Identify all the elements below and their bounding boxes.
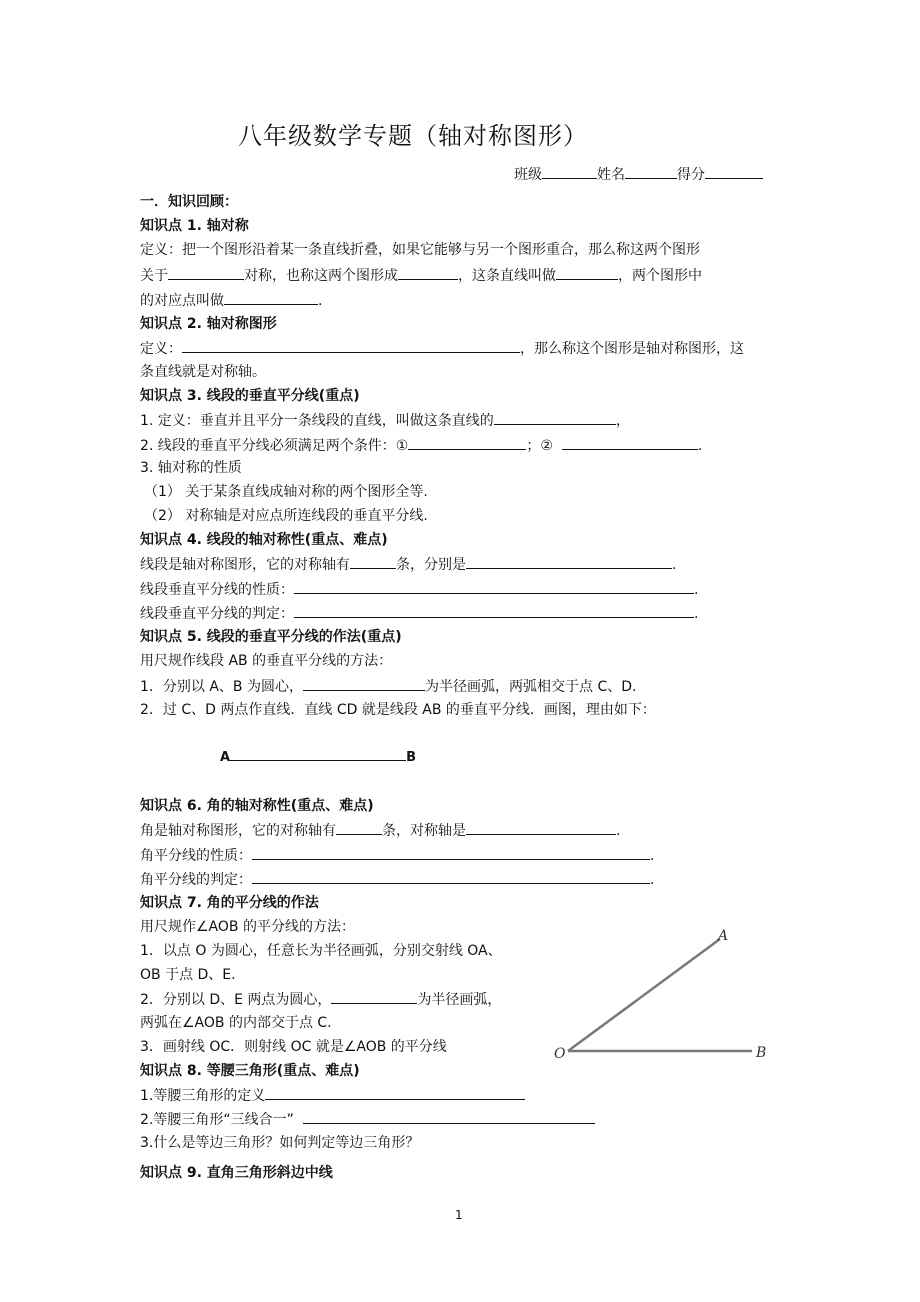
kp3-blank-2[interactable]: [408, 435, 526, 450]
text: ，: [615, 413, 630, 429]
kp1-blank-2[interactable]: [398, 265, 458, 280]
text: .: [616, 823, 621, 839]
kp1-blank-1[interactable]: [168, 265, 244, 280]
point-b-label: B: [406, 750, 416, 765]
class-label: 班级: [514, 167, 542, 183]
kp3-title: 知识点 3. 线段的垂直平分线(重点): [140, 388, 360, 404]
text: 为半径画弧，: [417, 992, 502, 1008]
student-info-line: [514, 164, 763, 185]
kp4-blank-4[interactable]: [294, 603, 694, 618]
kp3-item3: 3. 轴对称的性质: [140, 460, 242, 476]
text: 对称，也称这两个图形成: [244, 268, 398, 284]
kp6-blank-1[interactable]: [336, 820, 382, 835]
text: 的对应点叫做: [140, 293, 224, 309]
kp2-title: 知识点 2. 轴对称图形: [140, 316, 277, 332]
name-blank[interactable]: [625, 164, 677, 179]
kp8-line2: [140, 1109, 595, 1130]
kp1-blank-4[interactable]: [224, 290, 318, 305]
kp6-line2: [140, 845, 654, 866]
label-b: B: [756, 1045, 767, 1061]
text: 角是轴对称图形，它的对称轴有: [140, 823, 336, 839]
kp4-blank-1[interactable]: [350, 554, 396, 569]
text: .: [650, 848, 655, 864]
kp8-line1: [140, 1085, 525, 1106]
kp6-blank-4[interactable]: [252, 869, 650, 884]
text: 关于: [140, 268, 168, 284]
class-blank[interactable]: [542, 164, 597, 179]
kp8-title: 知识点 8. 等腰三角形(重点、难点): [140, 1063, 360, 1079]
text: 线段是轴对称图形，它的对称轴有: [140, 557, 350, 573]
kp5-line3: 2．过 C、D 两点作直线．直线 CD 就是线段 AB 的垂直平分线．画图，理由如下：: [140, 702, 656, 718]
kp3-item2: [140, 435, 702, 456]
kp6-blank-3[interactable]: [252, 845, 650, 860]
text: 角平分线的性质：: [140, 848, 252, 864]
kp3-property-2: （2） 对称轴是对应点所连线段的垂直平分线.: [144, 508, 428, 524]
text: .: [650, 872, 655, 888]
kp8-blank-1[interactable]: [265, 1085, 525, 1100]
point-a-label: A: [220, 750, 231, 765]
kp9-title: 知识点 9. 直角三角形斜边中线: [140, 1165, 333, 1181]
score-blank[interactable]: [705, 164, 763, 179]
text: 条，对称轴是: [382, 823, 466, 839]
kp2-blank-1[interactable]: [182, 338, 520, 353]
kp8-blank-2[interactable]: [303, 1109, 595, 1124]
text: 2.等腰三角形“三线合一”: [140, 1112, 294, 1128]
kp7-line6: 3．画射线 OC．则射线 OC 就是∠AOB 的平分线: [140, 1039, 447, 1055]
text: 线段垂直平分线的判定：: [140, 606, 294, 622]
kp7-line2: 1．以点 O 为圆心，任意长为半径画弧，分别交射线 OA、: [140, 943, 502, 959]
text: 2．分别以 D、E 两点为圆心，: [140, 992, 332, 1008]
kp5-blank-1[interactable]: [303, 676, 425, 691]
text: .: [694, 606, 699, 622]
label-a: A: [718, 928, 729, 944]
text: ；②: [526, 438, 553, 454]
kp4-blank-3[interactable]: [294, 579, 694, 594]
page-number: 1: [455, 1208, 463, 1222]
page-title: 八年级数学专题（轴对称图形）: [238, 122, 588, 150]
kp7-line3: OB 于点 D、E.: [140, 967, 236, 983]
text: .: [697, 438, 703, 454]
score-label: 得分: [677, 167, 705, 183]
kp6-line3: [140, 869, 654, 890]
kp5-line2: [140, 676, 636, 697]
kp6-title: 知识点 6. 角的轴对称性(重点、难点): [140, 798, 374, 814]
kp6-blank-2[interactable]: [466, 820, 616, 835]
kp5-line1: 用尺规作线段 AB 的垂直平分线的方法：: [140, 653, 393, 669]
kp3-blank-1[interactable]: [494, 410, 616, 425]
kp7-line4: [140, 989, 501, 1010]
text: 线段垂直平分线的性质：: [140, 582, 294, 598]
kp4-blank-2[interactable]: [466, 554, 672, 569]
segment-ab-line: [230, 748, 406, 761]
name-label: 姓名: [597, 167, 625, 183]
text: 为半径画弧，两弧相交于点 C、D.: [425, 679, 637, 695]
kp1-blank-3[interactable]: [556, 265, 618, 280]
text: 1．分别以 A、B 为圆心，: [140, 679, 303, 695]
text: 条，分别是: [396, 557, 466, 573]
kp3-item1: [140, 410, 630, 431]
text: ，这条直线叫做: [458, 268, 556, 284]
kp4-title: 知识点 4. 线段的轴对称性(重点、难点): [140, 532, 388, 548]
kp2-line1: [140, 338, 744, 359]
text: ，那么称这个图形是轴对称图形，这: [520, 341, 744, 357]
kp1-line2: [140, 265, 702, 286]
kp1-line1: 定义：把一个图形沿着某一条直线折叠，如果它能够与另一个图形重合，那么称这两个图形: [140, 242, 700, 258]
label-o: O: [554, 1046, 566, 1062]
kp4-line3: [140, 603, 698, 624]
kp2-line2: 条直线就是对称轴。: [140, 364, 266, 380]
text: 角平分线的判定：: [140, 872, 252, 888]
kp4-line1: [140, 554, 676, 575]
angle-aob-figure: [540, 920, 780, 1065]
segment-ab-figure: [220, 748, 416, 765]
text: 2. 线段的垂直平分线必须满足两个条件：①: [140, 438, 409, 454]
kp3-property-1: （1） 关于某条直线成轴对称的两个图形全等.: [144, 484, 428, 500]
kp6-line1: [140, 820, 620, 841]
ray-oa: [568, 939, 720, 1051]
text: 1. 定义：垂直并且平分一条线段的直线，叫做这条直线的: [140, 413, 494, 429]
kp7-title: 知识点 7. 角的平分线的作法: [140, 895, 319, 911]
kp1-line3: [140, 290, 322, 311]
kp7-line5: 两弧在∠AOB 的内部交于点 C.: [140, 1015, 332, 1031]
kp1-title: 知识点 1. 轴对称: [140, 218, 249, 234]
text: .: [672, 557, 677, 573]
text: ，两个图形中: [618, 268, 702, 284]
text: .: [694, 582, 699, 598]
section-heading: 一．知识回顾：: [140, 194, 238, 210]
kp7-blank-1[interactable]: [331, 989, 417, 1004]
kp3-blank-3[interactable]: [562, 435, 698, 450]
text: .: [318, 293, 323, 309]
kp7-line1: 用尺规作∠AOB 的平分线的方法：: [140, 919, 355, 935]
text: 1.等腰三角形的定义: [140, 1088, 266, 1104]
kp4-line2: [140, 579, 698, 600]
kp8-line3: 3.什么是等边三角形？如何判定等边三角形？: [140, 1135, 420, 1151]
text: 定义：: [140, 341, 182, 357]
kp5-title: 知识点 5. 线段的垂直平分线的作法(重点): [140, 629, 402, 645]
